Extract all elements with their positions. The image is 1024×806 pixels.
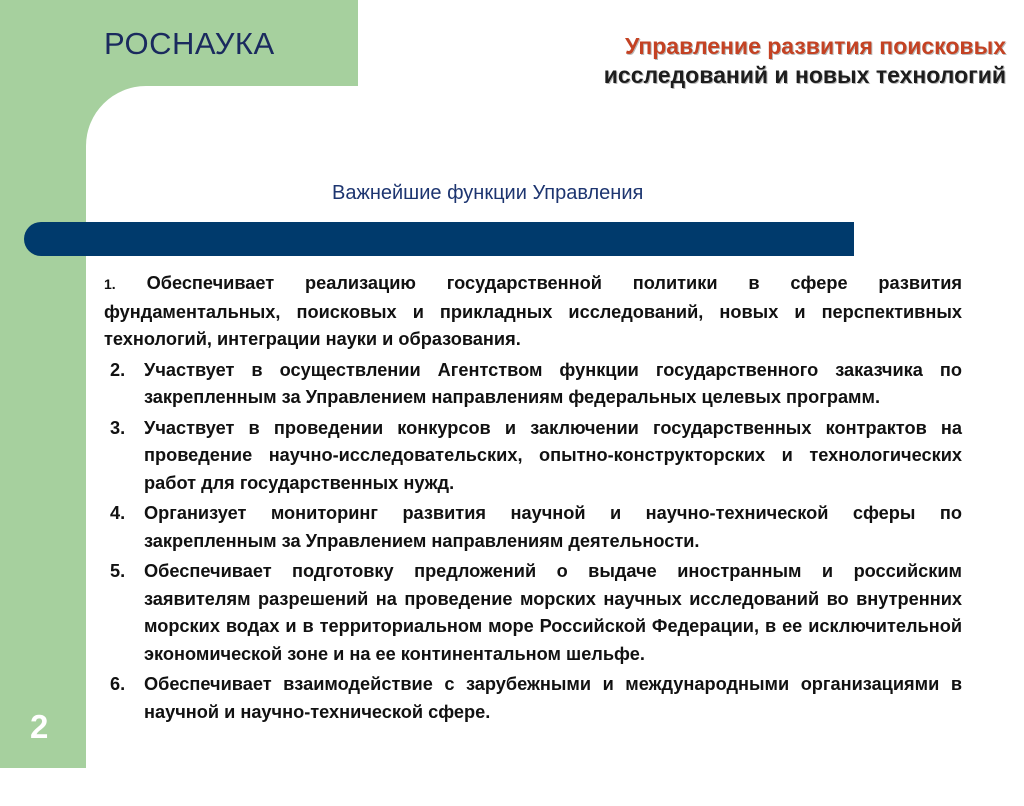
list-item-number: 5. bbox=[110, 561, 126, 581]
list-item-text: Участвует в проведении конкурсов и заключении государственных контрактов на проведение научно-исследовательских, опытно-конструкторских и технологических работ для государственных нужд. bbox=[144, 417, 962, 493]
list-item-number: 4. bbox=[110, 503, 126, 523]
department-title bbox=[446, 32, 1006, 90]
list-item bbox=[104, 558, 962, 668]
page-number: 2 bbox=[30, 708, 49, 745]
list-item-number: 3. bbox=[110, 417, 126, 438]
list-item bbox=[104, 357, 962, 412]
section-subtitle: Важнейшие функции Управления bbox=[332, 182, 644, 204]
list-item-number: 1. bbox=[104, 276, 116, 292]
list-item bbox=[104, 415, 962, 498]
list-item-text: Обеспечивает реализацию государственной политики в сфере развития фундаментальных, поисковых и прикладных исследований, новых и перспективных технологий, интеграции науки и образования. bbox=[104, 273, 962, 349]
list-item bbox=[104, 500, 962, 555]
list-item-text: Обеспечивает подготовку предложений о выдаче иностранным и российским заявителям разрешений на проведение морских научных исследований во внутренних морских водах и в территориальном море Российской Федерации, в ее исключительной экономической зоне и на ее континентальном шельфе. bbox=[144, 561, 962, 664]
list-item-text: Обеспечивает взаимодействие с зарубежными и международными организациями в научной и научно-технической сфере. bbox=[144, 674, 962, 722]
functions-list bbox=[104, 270, 962, 729]
list-item-text: Организует мониторинг развития научной и научно-технической сферы по закрепленным за Управлением направлениям деятельности. bbox=[144, 503, 962, 551]
department-title-line1: Управление развития поисковых bbox=[624, 33, 1006, 59]
brand-title: РОСНАУКА bbox=[104, 26, 275, 61]
list-item-number: 2. bbox=[110, 359, 126, 380]
list-item-number: 6. bbox=[110, 674, 126, 694]
list-item-text: Участвует в осуществлении Агентством функции государственного заказчика по закрепленным за Управлением направлениям федеральных целевых программ. bbox=[144, 359, 962, 407]
list-item bbox=[104, 671, 962, 726]
department-title-line2: исследований и новых технологий bbox=[603, 62, 1006, 88]
decorative-band bbox=[24, 222, 854, 256]
list-item bbox=[104, 270, 962, 354]
